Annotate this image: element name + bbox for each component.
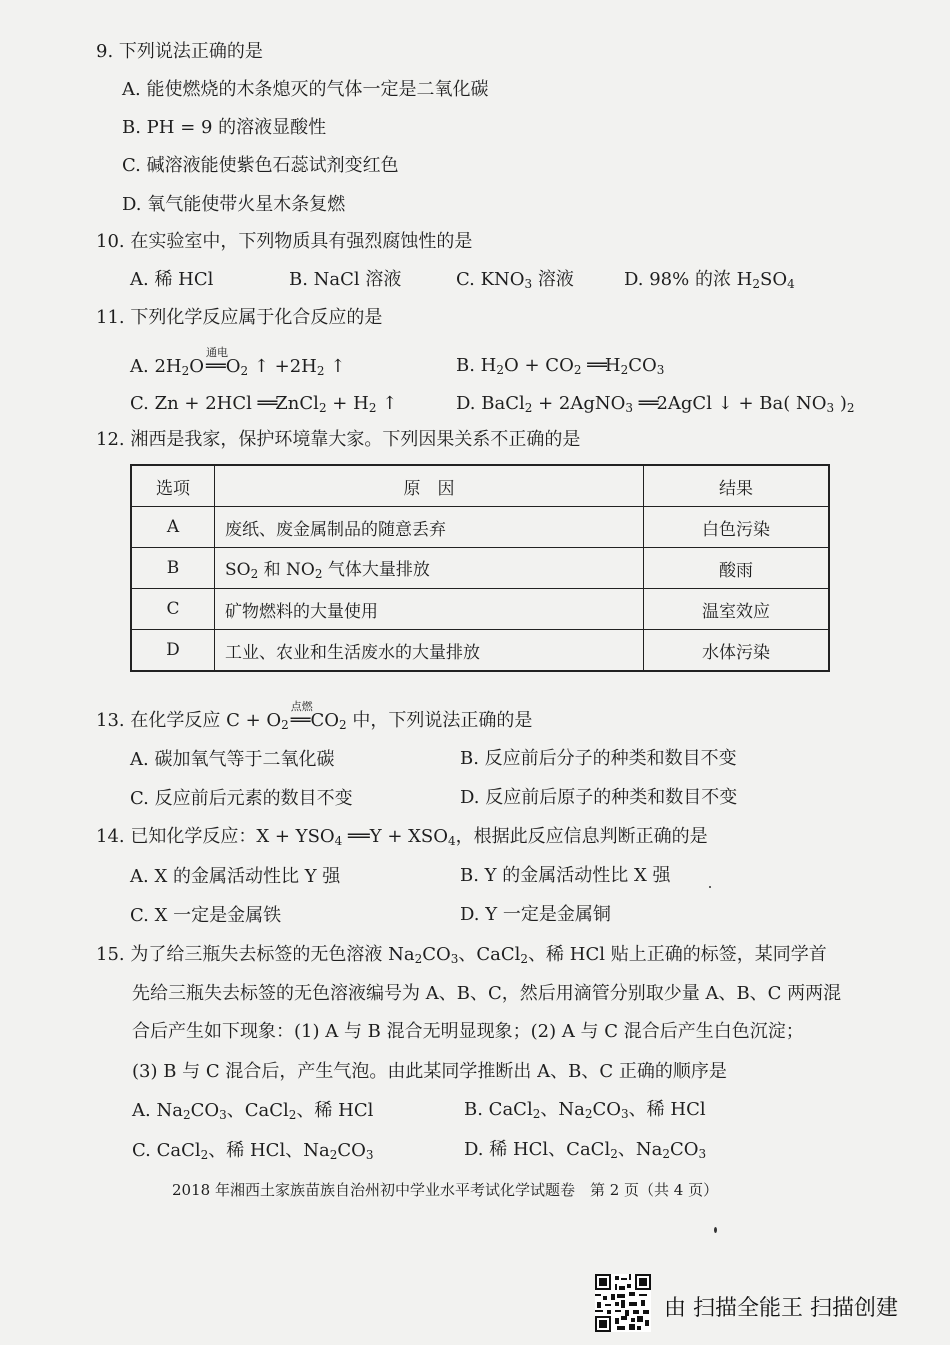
table-header-row [131, 465, 829, 507]
question-9-option-c: C. 碱溶液能使紫色石蕊试剂变红色 [122, 155, 399, 176]
question-15-option-b: B. CaCl$_2$、$Na_2CO_3$、稀 HCl [464, 1099, 706, 1121]
table-cell-cause: 矿物燃料的大量使用 [215, 589, 644, 630]
question-10-option-a: A. 稀 HCl [130, 269, 214, 290]
scan-mark [709, 886, 711, 888]
question-15-line-4: (3) B 与 C 混合后，产生气泡。由此某同学推断出 A、B、C 正确的顺序是 [132, 1061, 727, 1082]
question-14-option-c: C. X 一定是金属铁 [130, 905, 282, 926]
question-11-option-a: A. $2H_2O$ 通电 ══ $O_2$ ↑ $+2H_2$ ↑ [130, 355, 345, 383]
question-11-option-d: D. BaCl$_2$ + 2AgNO$_3$ ══2AgCl ↓ + Ba( $NO_3$ )$_2$ [456, 393, 855, 415]
question-14-option-b: B. Y 的金属活动性比 X 强 [460, 865, 671, 886]
table-header: 选项 [131, 465, 215, 507]
table-cell-option: A [131, 507, 215, 548]
question-10-option-b: B. NaCl 溶液 [289, 269, 402, 290]
question-14-stem: 14. 已知化学反应：$X + YSO_4$ ══Y + $XSO_4$，根据此反应信息判断正确的是 [96, 826, 708, 848]
question-14-option-a: A. X 的金属活动性比 Y 强 [130, 866, 341, 887]
table-cell-cause: $SO_2$ 和 $NO_2$ 气体大量排放 [215, 548, 644, 589]
scan-mark [714, 1227, 717, 1233]
scanner-watermark: 由 扫描全能王 扫描创建 [664, 1296, 898, 1321]
question-15-line-2: 先给三瓶失去标签的无色溶液编号为 A、B、C，然后用滴管分别取少量 A、B、C 两两混 [132, 983, 842, 1004]
question-13-stem: 13. 在化学反应 $C + O_2$ 点燃 ══ $CO_2$ 中，下列说法正确的是 [96, 709, 532, 737]
table-cell-result: 白色污染 [644, 507, 830, 548]
table-row [131, 630, 829, 672]
question-13-option-d: D. 反应前后原子的种类和数目不变 [460, 787, 738, 808]
table-cell-option: D [131, 630, 215, 672]
question-15-option-d: D. 稀 HCl、CaCl$_2$、$Na_2CO_3$ [464, 1139, 707, 1161]
table-row [131, 507, 829, 548]
question-13-option-b: B. 反应前后分子的种类和数目不变 [460, 748, 737, 769]
question-11-option-c: C. Zn + 2HCl ══ZnCl$_2$ + $H_2$ ↑ [130, 393, 398, 415]
question-13-option-a: A. 碳加氧气等于二氧化碳 [130, 749, 335, 770]
question-12-stem: 12. 湘西是我家，保护环境靠大家。下列因果关系不正确的是 [96, 429, 581, 450]
reaction-condition: 通电 [206, 346, 228, 359]
reaction-condition: 点燃 [290, 700, 313, 713]
table-header: 原 因 [215, 465, 644, 507]
table-cell-result: 酸雨 [644, 548, 830, 589]
question-11-stem: 11. 下列化学反应属于化合反应的是 [96, 307, 383, 328]
table-row [131, 589, 829, 630]
question-9-option-d: D. 氧气能使带火星木条复燃 [122, 194, 346, 215]
table-cell-result: 水体污染 [644, 630, 830, 672]
cause-effect-table [130, 464, 830, 672]
question-9-option-a: A. 能使燃烧的木条熄灭的气体一定是二氧化碳 [122, 79, 489, 100]
question-9-option-b: B. PH = 9 的溶液显酸性 [122, 117, 327, 138]
table-header: 结果 [644, 465, 830, 507]
question-9-stem: 9. 下列说法正确的是 [96, 41, 263, 62]
question-14-option-d: D. Y 一定是金属铜 [460, 904, 611, 925]
question-15-line-3: 合后产生如下现象：(1) A 与 B 混合无明显现象；(2) A 与 C 混合后产生白色沉淀； [132, 1021, 804, 1042]
qr-code-icon [595, 1274, 651, 1332]
question-11-option-b: B. $H_2O + CO_2$ $══H_2CO_3$ [456, 355, 665, 377]
question-15-line-1: 15. 为了给三瓶失去标签的无色溶液 $Na_2CO_3$、CaCl$_2$、稀 HCl 贴上正确的标签，某同学首 [96, 944, 827, 966]
table-row [131, 548, 829, 589]
question-10-option-c: C. $KNO_3$ 溶液 [456, 269, 574, 291]
table-cell-cause: 废纸、废金属制品的随意丢弃 [215, 507, 644, 548]
page-footer: 2018 年湘西土家族苗族自治州初中学业水平考试化学试题卷 第 2 页（共 4 页） [172, 1181, 719, 1199]
table-cell-option: C [131, 589, 215, 630]
question-13-option-c: C. 反应前后元素的数目不变 [130, 788, 353, 809]
question-15-option-a: A. $Na_2CO_3$、CaCl$_2$、稀 HCl [132, 1100, 374, 1122]
question-10-option-d: D. 98% 的浓 $H_2SO_4$ [624, 269, 795, 291]
question-10-stem: 10. 在实验室中，下列物质具有强烈腐蚀性的是 [96, 231, 473, 252]
table-cell-result: 温室效应 [644, 589, 830, 630]
table-cell-option: B [131, 548, 215, 589]
table-cell-cause: 工业、农业和生活废水的大量排放 [215, 630, 644, 672]
question-15-option-c: C. CaCl$_2$、稀 HCl、$Na_2CO_3$ [132, 1140, 374, 1162]
